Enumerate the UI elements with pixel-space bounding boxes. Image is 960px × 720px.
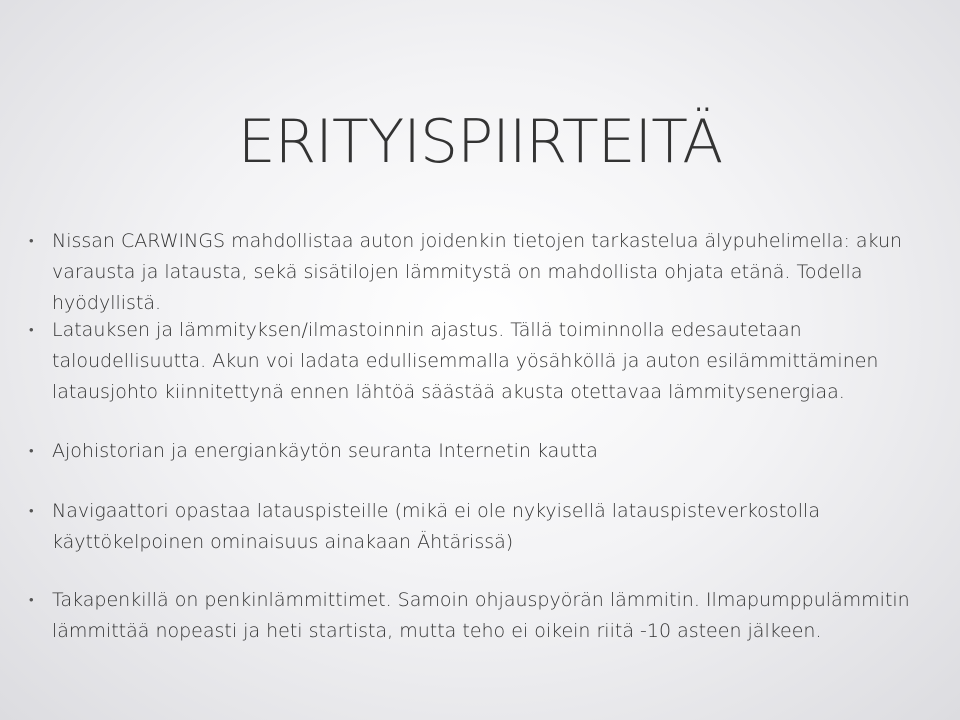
bullet-text: Latauksen ja lämmityksen/ilmastoinnin ajastus. Tällä toiminnolla edesautetaan taloudellisuutta. Akun voi ladata edullisemmalla yösähköllä ja auton esilämmittäminen latausjohto kiinnitettynä ennen lähtöä säästää akusta otettavaa lämmitysenergiaa. [52, 319, 879, 403]
bullet-item [29, 496, 932, 558]
bullet-text: Takapenkillä on penkinlämmittimet. Samoin ohjauspyörän lämmitin. Ilmapumppulämmitin lämmittää nopeasti ja heti startista, mutta teho ei oikein riitä -10 asteen jälkeen. [52, 589, 910, 642]
bullet-item [29, 315, 932, 408]
bullet-item [29, 585, 932, 647]
bullet-item [29, 436, 932, 467]
bullet-text: Nissan CARWINGS mahdollistaa auton joidenkin tietojen tarkastelua älypuhelimella: akun varausta ja latausta, sekä sisätilojen lämmitystä on mahdollista ohjata etänä. Todella hyödyllistä. [52, 230, 903, 314]
bullet-icon: • [29, 444, 34, 459]
slide-title: ERITYISPIIRTEITÄ [237, 107, 723, 178]
bullet-icon: • [29, 323, 34, 338]
bullet-text: Ajohistorian ja energiankäytön seuranta Internetin kautta [52, 440, 598, 462]
bullet-icon: • [29, 234, 34, 249]
bullet-icon: • [29, 593, 34, 608]
bullet-icon: • [29, 504, 34, 519]
bullet-text: Navigaattori opastaa latauspisteille (mikä ei ole nykyisellä latauspisteverkostolla käyttökelpoinen ominaisuus ainakaan Ähtärissä) [52, 500, 820, 553]
bullet-item [29, 226, 932, 319]
